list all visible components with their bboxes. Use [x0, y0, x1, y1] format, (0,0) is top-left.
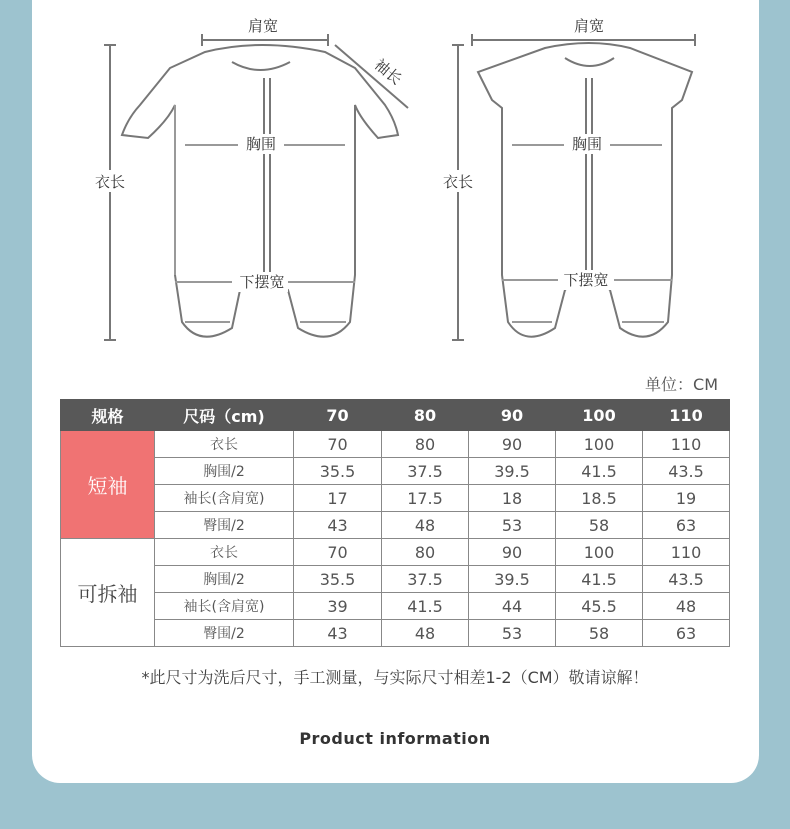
value-cell: 37.5 [382, 458, 469, 485]
table-row [61, 458, 730, 485]
unit-label: 单位：CM [645, 375, 718, 394]
long-sleeve-garment-icon [122, 45, 398, 337]
table-row [61, 593, 730, 620]
header-size: 尺码（cm) [155, 400, 294, 431]
measure-cell: 胸围/2 [155, 566, 294, 593]
table-row [61, 620, 730, 647]
value-cell: 39 [294, 593, 382, 620]
value-cell: 18.5 [556, 485, 643, 512]
value-cell: 48 [382, 512, 469, 539]
value-cell: 63 [643, 620, 730, 647]
value-cell: 58 [556, 512, 643, 539]
table-row [61, 431, 730, 458]
value-cell: 17 [294, 485, 382, 512]
value-cell: 90 [469, 539, 556, 566]
header-spec: 规格 [61, 400, 155, 431]
value-cell: 48 [382, 620, 469, 647]
header-100: 100 [556, 400, 643, 431]
table-row [61, 539, 730, 566]
value-cell: 35.5 [294, 458, 382, 485]
left-sleeve-label: 袖长 [370, 55, 406, 89]
value-cell: 37.5 [382, 566, 469, 593]
measure-cell: 臀围/2 [155, 512, 294, 539]
value-cell: 63 [643, 512, 730, 539]
category-short-sleeve: 短袖 [61, 431, 155, 539]
right-length-label: 衣长 [442, 173, 474, 191]
measure-cell: 衣长 [155, 431, 294, 458]
value-cell: 45.5 [556, 593, 643, 620]
value-cell: 100 [556, 539, 643, 566]
measure-cell: 袖长(含肩宽) [155, 593, 294, 620]
value-cell: 39.5 [469, 566, 556, 593]
left-shoulder-label: 肩宽 [247, 17, 279, 35]
value-cell: 18 [469, 485, 556, 512]
value-cell: 44 [469, 593, 556, 620]
value-cell: 41.5 [556, 458, 643, 485]
measure-cell: 袖长(含肩宽) [155, 485, 294, 512]
measure-cell: 衣长 [155, 539, 294, 566]
category-detachable-sleeve: 可拆袖 [61, 539, 155, 647]
right-hem-label: 下摆宽 [563, 271, 609, 289]
measure-cell: 臀围/2 [155, 620, 294, 647]
value-cell: 19 [643, 485, 730, 512]
value-cell: 43 [294, 620, 382, 647]
value-cell: 80 [382, 539, 469, 566]
value-cell: 80 [382, 431, 469, 458]
value-cell: 53 [469, 512, 556, 539]
header-70: 70 [294, 400, 382, 431]
table-row [61, 566, 730, 593]
header-90: 90 [469, 400, 556, 431]
left-chest-label: 胸围 [245, 135, 277, 153]
header-80: 80 [382, 400, 469, 431]
measure-cell: 胸围/2 [155, 458, 294, 485]
value-cell: 70 [294, 431, 382, 458]
value-cell: 90 [469, 431, 556, 458]
value-cell: 39.5 [469, 458, 556, 485]
table-row [61, 485, 730, 512]
garment-diagram [0, 0, 790, 360]
value-cell: 53 [469, 620, 556, 647]
product-information-title: Product information [299, 729, 491, 748]
value-cell: 43 [294, 512, 382, 539]
value-cell: 43.5 [643, 458, 730, 485]
size-table [60, 399, 730, 647]
value-cell: 58 [556, 620, 643, 647]
detachable-sleeve-garment-icon [478, 43, 692, 337]
left-length-label: 衣长 [94, 173, 126, 191]
left-hem-label: 下摆宽 [239, 273, 285, 291]
value-cell: 110 [643, 431, 730, 458]
value-cell: 17.5 [382, 485, 469, 512]
table-row [61, 512, 730, 539]
header-110: 110 [643, 400, 730, 431]
right-chest-label: 胸围 [571, 135, 603, 153]
value-cell: 110 [643, 539, 730, 566]
value-cell: 43.5 [643, 566, 730, 593]
value-cell: 70 [294, 539, 382, 566]
value-cell: 48 [643, 593, 730, 620]
table-header-row [61, 400, 730, 431]
measurement-note: *此尺寸为洗后尺寸，手工测量，与实际尺寸相差1-2（CM）敬请谅解！ [141, 668, 649, 687]
right-shoulder-label: 肩宽 [573, 17, 605, 35]
value-cell: 100 [556, 431, 643, 458]
value-cell: 35.5 [294, 566, 382, 593]
value-cell: 41.5 [556, 566, 643, 593]
value-cell: 41.5 [382, 593, 469, 620]
